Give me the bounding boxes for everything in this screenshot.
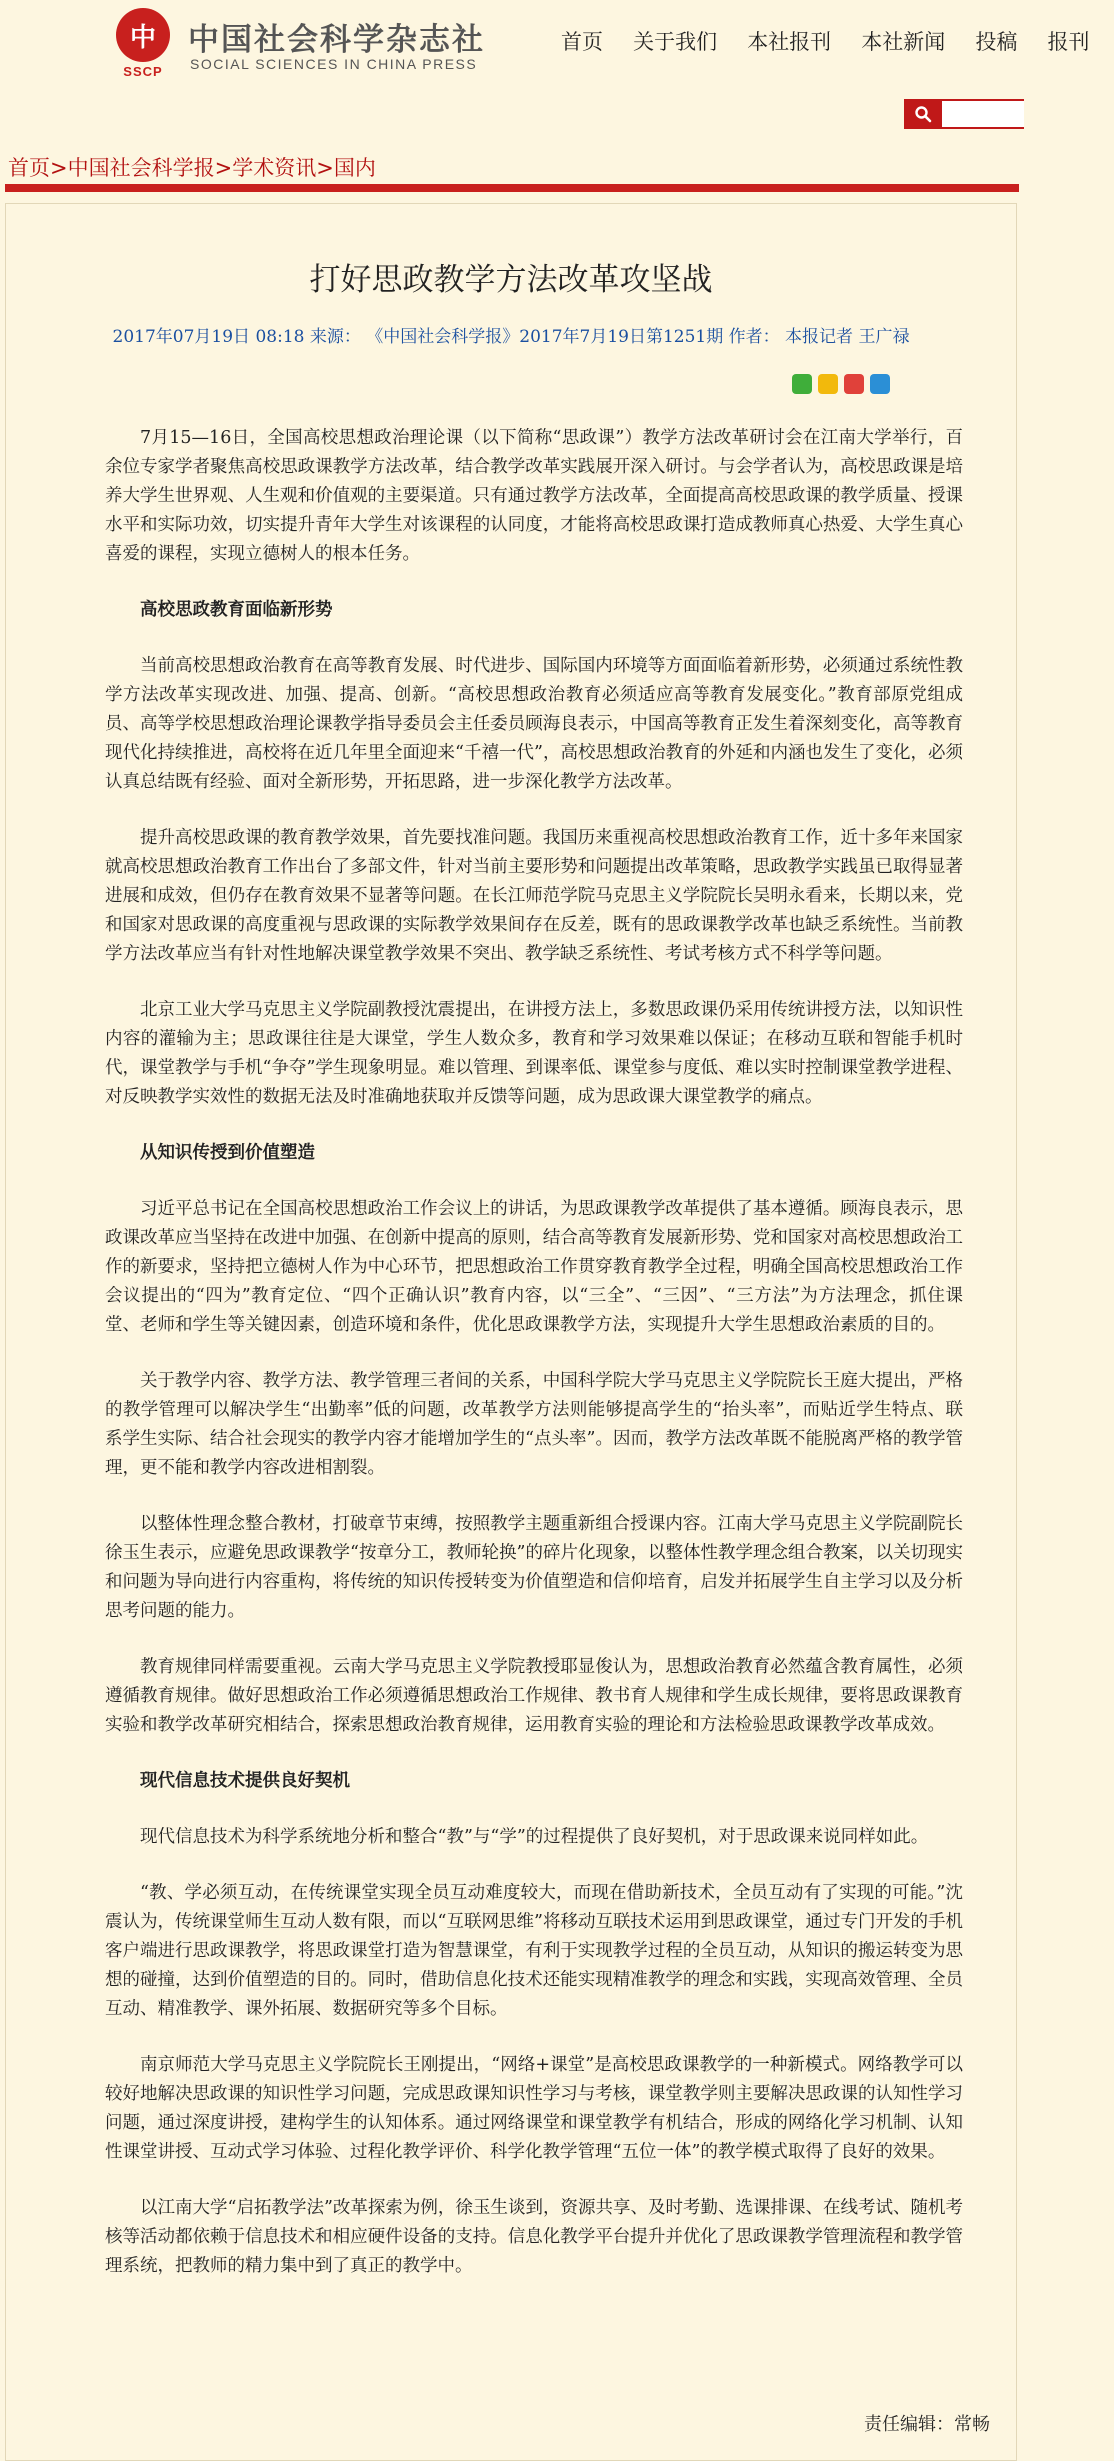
section-heading: 现代信息技术提供良好契机 — [140, 1771, 350, 1791]
nav-news[interactable]: 本社新闻 — [861, 30, 946, 54]
brand-name-cn: 中国社会科学杂志社 — [188, 22, 485, 58]
breadcrumb-sep: > — [214, 156, 233, 180]
article-paragraph: 当前高校思想政治教育在高等教育发展、时代进步、国际国内环境等方面面临着新形势，必须通过系统性教学方法改革实现改进、加强、提高、创新。“高校思想政治教育必须适应高等教育发展变化。”教育部原党组成员、高等学校思想政治理论课教学指导委员会主任委员顾海良表示，中国高等教育正发生着深刻变化，高等教育现代化持续推进，高校将在近几年里全面迎来“千禧一代”，高校思想政治教育的外延和内涵也发生了变化，必须认真总结既有经验、面对全新形势，开拓思路，进一步深化教学方法改革。 — [105, 656, 963, 792]
article-paragraph: 关于教学内容、教学方法、教学管理三者间的关系，中国科学院大学马克思主义学院院长王庭大提出，严格的教学管理可以解决学生“出勤率”低的问题，改革教学方法则能够提高学生的“抬头率”，而贴近学生特点、联系学生实际、结合社会现实的教学内容才能增加学生的“点头率”。因而，教学方法改革既不能脱离严格的教学管理，更不能和教学内容改进相割裂。 — [105, 1371, 963, 1478]
tencent-icon[interactable] — [870, 374, 890, 394]
nav-periodicals[interactable]: 报刊 — [1047, 30, 1090, 54]
article-paragraph: 提升高校思政课的教育教学效果，首先要找准问题。我国历来重视高校思想政治教育工作，近十多年来国家就高校思想政治教育工作出台了多部文件，针对当前主要形势和问题提出改革策略，思政教学实践虽已取得显著进展和成效，但仍存在教育效果不显著等问题。在长江师范学院马克思主义学院院长吴明永看来，长期以来，党和国家对思政课的高度重视与思政课的实际教学效果间存在反差，既有的思政课教学改革也缺乏系统性。当前教学方法改革应当有针对性地解决课堂教学效果不突出、教学缺乏系统性、考试考核方式不科学等问题。 — [105, 828, 963, 964]
breadcrumb — [8, 152, 376, 182]
article-paragraph: 习近平总书记在全国高校思想政治工作会议上的讲话，为思政课教学改革提供了基本遵循。顾海良表示，思政课改革应当坚持在改进中加强、在创新中提高的原则，结合高等教育发展新形势、党和国家对高校思想政治工作的新要求，坚持把立德树人作为中心环节，把思想政治工作贯穿教育教学全过程，明确全国高校思想政治工作会议提出的“四为”教育定位、“四个正确认识”教育内容，以“三全”、“三因”、“三方法”为方法理念，抓住课堂、老师和学生等关键因素，创造环境和条件，优化思政课教学方法，实现提升大学生思想政治素质的目的。 — [105, 1199, 963, 1335]
weibo-icon[interactable] — [844, 374, 864, 394]
article-container — [5, 203, 1017, 2461]
responsible-editor: 责任编辑：常畅 — [864, 2414, 990, 2435]
article-meta: 2017年07月19日 08:18 来源： 《中国社会科学报》2017年7月19日第1251期 作者： 本报记者 王广禄 — [112, 327, 910, 347]
logo-text: SSCP — [123, 64, 163, 79]
breadcrumb-home[interactable]: 首页 — [8, 156, 50, 180]
article-paragraph: “教、学必须互动，在传统课堂实现全员互动难度较大，而现在借助新技术，全员互动有了实现的可能。”沈震认为，传统课堂师生互动人数有限，而以“互联网思维”将移动互联技术运用到思政课堂，通过专门开发的手机客户端进行思政课教学，将思政课堂打造为智慧课堂，有利于实现教学过程的全员互动，从知识的搬运转变为思想的碰撞，达到价值塑造的目的。同时，借助信息化技术还能实现精准教学的理念和实践，实现高效管理、全员互动、精准教学、课外拓展、数据研究等多个目标。 — [105, 1883, 963, 2019]
breadcrumb-sep: > — [50, 156, 68, 180]
breadcrumb-academic-news[interactable]: 学术资讯 — [232, 156, 317, 180]
article-paragraph: 7月15—16日，全国高校思想政治理论课（以下简称“思政课”）教学方法改革研讨会在江南大学举行，百余位专家学者聚焦高校思政课教学方法改革，结合教学改革实践展开深入研讨。与会学者认为，高校思政课是培养大学生世界观、人生观和价值观的主要渠道。只有通过教学方法改革，全面提高高校思政课的教学质量、授课水平和实际功效，切实提升青年大学生对该课程的认同度，才能将高校思政课打造成教师真心热爱、大学生真心喜爱的课程，实现立德树人的根本任务。 — [105, 428, 963, 564]
nav-publications[interactable]: 本社报刊 — [747, 30, 832, 54]
nav-submit[interactable]: 投稿 — [975, 30, 1018, 54]
article-paragraph: 以整体性理念整合教材，打破章节束缚，按照教学主题重新组合授课内容。江南大学马克思主义学院副院长徐玉生表示，应避免思政课教学“按章分工，教师轮换”的碎片化现象，以整体性教学理念组合教案，以关切现实和问题为导向进行内容重构，将传统的知识传授转变为价值塑造和信仰培育，启发并拓展学生自主学习以及分析思考问题的能力。 — [105, 1514, 963, 1621]
logo-seal: 中 — [116, 8, 170, 62]
breadcrumb-sep: > — [316, 156, 334, 180]
article-paragraph: 北京工业大学马克思主义学院副教授沈震提出，在讲授方法上，多数思政课仍采用传统讲授方法，以知识性内容的灌输为主；思政课往往是大课堂，学生人数众多，教育和学习效果难以保证；在移动互联和智能手机时代，课堂教学与手机“争夺”学生现象明显。难以管理、到课率低、课堂参与度低、难以实时控制课堂教学进程、对反映教学实效性的数据无法及时准确地获取并反馈等问题，成为思政课大课堂教学的痛点。 — [105, 1000, 963, 1107]
qzone-icon[interactable] — [818, 374, 838, 394]
breadcrumb-newspaper[interactable]: 中国社会科学报 — [67, 156, 215, 180]
article-title: 打好思政教学方法改革攻坚战 — [309, 262, 713, 298]
share-bar — [792, 374, 890, 394]
article-paragraph: 南京师范大学马克思主义学院院长王刚提出，“网络+课堂”是高校思政课教学的一种新模式。网络教学可以较好地解决思政课的知识性学习问题，完成思政课知识性学习与考核，课堂教学则主要解决思政课的认知性学习问题，通过深度讲授，建构学生的认知体系。通过网络课堂和课堂教学有机结合，形成的网络化学习机制、认知性课堂讲授、互动式学习体验、过程化教学评价、科学化教学管理“五位一体”的教学模式取得了良好的效果。 — [105, 2055, 963, 2162]
top-nav — [561, 26, 1114, 56]
brand-name-en: SOCIAL SCIENCES IN CHINA PRESS — [190, 56, 478, 72]
nav-home[interactable]: 首页 — [561, 30, 603, 54]
site-header — [0, 0, 1090, 125]
nav-about[interactable]: 关于我们 — [633, 30, 718, 54]
wechat-icon[interactable] — [792, 374, 812, 394]
search-icon — [914, 105, 932, 123]
article-body — [105, 424, 963, 2308]
search-button[interactable] — [904, 99, 942, 129]
sscp-logo[interactable] — [112, 8, 174, 78]
article-paragraph: 教育规律同样需要重视。云南大学马克思主义学院教授耶显俊认为，思想政治教育必然蕴含教育属性，必须遵循教育规律。做好思想政治工作必须遵循思想政治工作规律、教书育人规律和学生成长规律，要将思政课教育实验和教学改革研究相结合，探索思想政治教育规律，运用教育实验的理论和方法检验思政课教学改革成效。 — [105, 1657, 963, 1735]
article-paragraph: 以江南大学“启拓教学法”改革探索为例，徐玉生谈到，资源共享、及时考勤、选课排课、在线考试、随机考核等活动都依赖于信息技术和相应硬件设备的支持。信息化教学平台提升并优化了思政课教学管理流程和教学管理系统，把教师的精力集中到了真正的教学中。 — [105, 2198, 963, 2276]
article-paragraph: 现代信息技术为科学系统地分析和整合“教”与“学”的过程提供了良好契机，对于思政课来说同样如此。 — [140, 1827, 929, 1847]
section-heading: 从知识传授到价值塑造 — [140, 1143, 315, 1163]
section-heading: 高校思政教育面临新形势 — [140, 600, 333, 620]
divider-bar — [5, 184, 1019, 192]
breadcrumb-domestic[interactable]: 国内 — [333, 156, 376, 180]
